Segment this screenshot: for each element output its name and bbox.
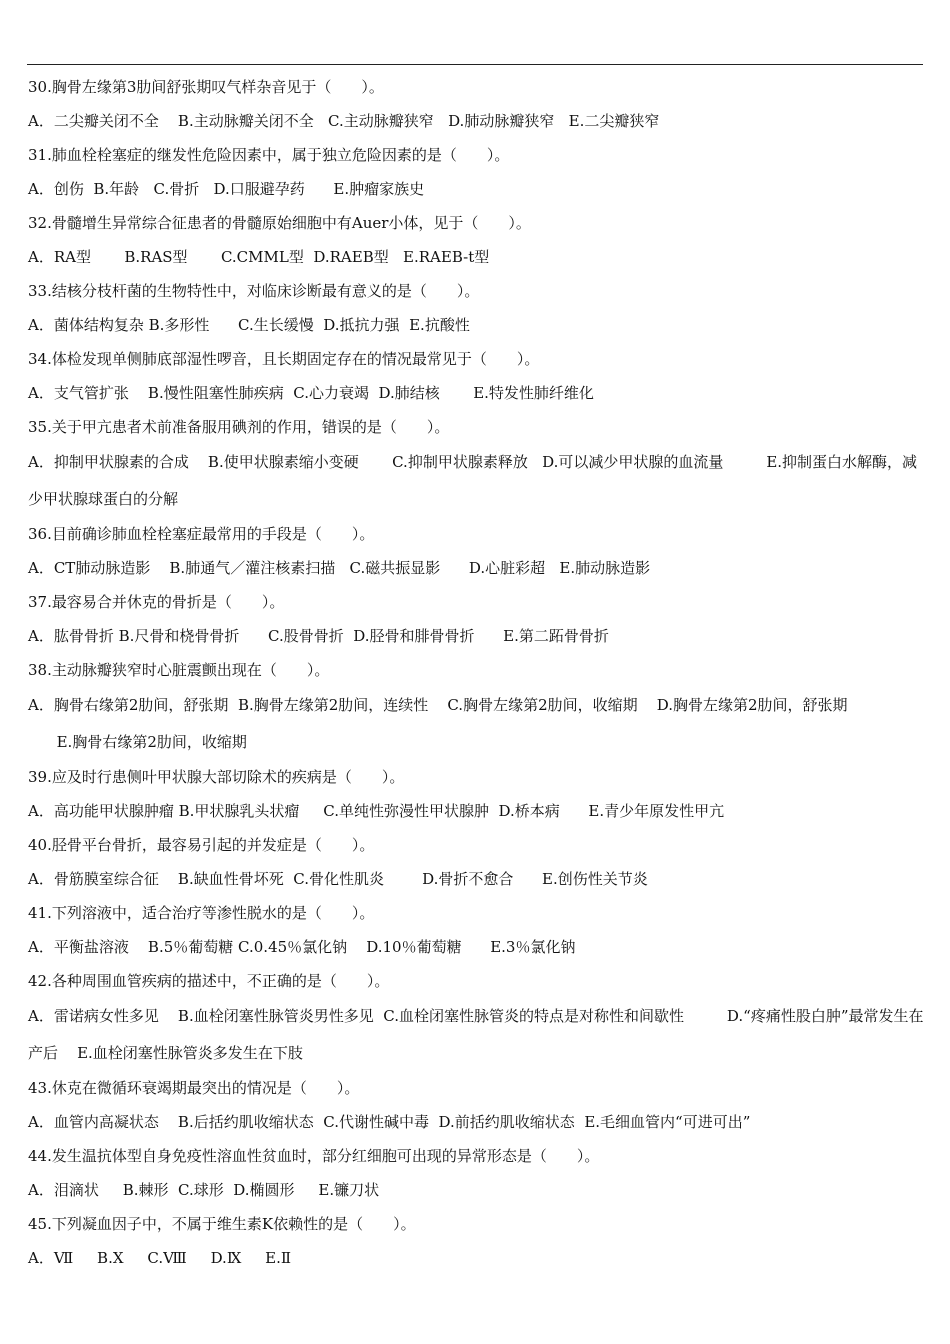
question-stem: 40.胫骨平台骨折，最容易引起的并发症是（ ）。 <box>28 836 375 854</box>
question-stem: 44.发生温抗体型自身免疫性溶血性贫血时，部分红细胞可出现的异常形态是（ ）。 <box>28 1147 600 1165</box>
option-d[interactable]: D.可以减少甲状腺的血流量 <box>542 453 724 471</box>
question-stem: 30.胸骨左缘第3肋间舒张期叹气样杂音见于（ ）。 <box>28 78 384 96</box>
option-e[interactable]: E.胸骨右缘第2肋间，收缩期 <box>56 732 247 751</box>
question-stem: 35.关于甲亢患者术前准备服用碘剂的作用，错误的是（ ）。 <box>28 418 450 436</box>
option-row <box>28 551 924 585</box>
option-d[interactable]: D.RAEB型 <box>313 248 389 266</box>
option-b[interactable]: B.主动脉瓣关闭不全 <box>177 112 314 130</box>
option-d[interactable]: D.“疼痛性股白肿”最常发生在产后 <box>28 1007 924 1062</box>
option-e[interactable]: E.特发性肺纤维化 <box>473 384 594 402</box>
option-b[interactable]: B.甲状腺乳头状瘤 <box>178 802 300 820</box>
question-stem: 38.主动脉瓣狭窄时心脏震颤出现在（ ）。 <box>28 661 330 679</box>
option-e[interactable]: E.RAEB-t型 <box>403 248 490 266</box>
option-row <box>28 172 924 206</box>
option-row <box>28 687 924 760</box>
question-stem: 36.目前确诊肺血栓栓塞症最常用的手段是（ ）。 <box>28 525 375 543</box>
question-stem: 32.骨髓增生异常综合征患者的骨髓原始细胞中有Auer小体，见于（ ）。 <box>28 214 531 232</box>
option-row <box>28 619 924 653</box>
option-a[interactable]: A．二尖瓣关闭不全 <box>28 112 159 130</box>
question-stem: 41.下列溶液中，适合治疗等渗性脱水的是（ ）。 <box>28 904 375 922</box>
option-d[interactable]: D.10％葡萄糖 <box>366 938 462 956</box>
option-c[interactable]: C.胸骨左缘第2肋间，收缩期 <box>447 696 638 714</box>
option-row <box>28 104 924 138</box>
option-a[interactable]: A．抑制甲状腺素的合成 <box>28 453 189 471</box>
option-d[interactable]: D.口服避孕药 <box>213 180 305 198</box>
option-c[interactable]: C.股骨骨折 <box>268 627 344 645</box>
option-e[interactable]: E.镰刀状 <box>318 1181 380 1199</box>
option-a[interactable]: A．胸骨右缘第2肋间，舒张期 <box>28 696 229 714</box>
option-d[interactable]: D.骨折不愈合 <box>422 870 514 888</box>
option-d[interactable]: D.抵抗力强 <box>323 316 400 334</box>
option-row <box>28 998 924 1071</box>
option-a[interactable]: A．创伤 <box>28 180 84 198</box>
option-row <box>28 1105 924 1139</box>
question-stem: 45.下列凝血因子中，不属于维生素K依赖性的是（ ）。 <box>28 1215 416 1233</box>
option-row <box>28 930 924 964</box>
question-stem: 43.休克在微循环衰竭期最突出的情况是（ ）。 <box>28 1079 360 1097</box>
option-e[interactable]: E.肿瘤家族史 <box>333 180 425 198</box>
option-a[interactable]: A．平衡盐溶液 <box>28 938 129 956</box>
header-rule <box>27 64 923 65</box>
option-a[interactable]: A．Ⅶ <box>28 1249 74 1267</box>
option-e[interactable]: E.毛细血管内“可进可出” <box>584 1113 751 1131</box>
question-stem: 42.各种周围血管疾病的描述中，不正确的是（ ）。 <box>28 972 390 990</box>
option-d[interactable]: D.Ⅸ <box>210 1249 242 1267</box>
question-stem: 33.结核分枝杆菌的生物特性中，对临床诊断最有意义的是（ ）。 <box>28 282 480 300</box>
option-c[interactable]: C.心力衰竭 <box>293 384 369 402</box>
option-c[interactable]: C.骨化性肌炎 <box>293 870 384 888</box>
option-b[interactable]: B.Ⅹ <box>97 1249 124 1267</box>
option-e[interactable]: E.二尖瓣狭窄 <box>568 112 660 130</box>
option-a[interactable]: A．肱骨骨折 <box>28 627 114 645</box>
option-e[interactable]: E.创伤性关节炎 <box>542 870 648 888</box>
option-a[interactable]: A．骨筋膜室综合征 <box>28 870 159 888</box>
option-a[interactable]: A．血管内高凝状态 <box>28 1113 159 1131</box>
option-e[interactable]: E.肺动脉造影 <box>559 559 651 577</box>
option-e[interactable]: E.抑制蛋白水解酶，减少甲状腺球蛋白的分解 <box>28 453 918 508</box>
option-row <box>28 862 924 896</box>
option-e[interactable]: E.3％氯化钠 <box>490 938 576 956</box>
option-c[interactable]: C.球形 <box>178 1181 224 1199</box>
option-b[interactable]: B.尺骨和桡骨骨折 <box>118 627 240 645</box>
option-a[interactable]: A．高功能甲状腺肿瘤 <box>28 802 174 820</box>
question-stem: 37.最容易合并休克的骨折是（ ）。 <box>28 593 285 611</box>
option-c[interactable]: C.磁共振显影 <box>349 559 441 577</box>
option-d[interactable]: D.前括约肌收缩状态 <box>438 1113 575 1131</box>
option-b[interactable]: B.胸骨左缘第2肋间，连续性 <box>237 696 429 714</box>
option-a[interactable]: A．支气管扩张 <box>28 384 129 402</box>
option-c[interactable]: C.CMML型 <box>220 248 304 266</box>
option-c[interactable]: C.0.45％氯化钠 <box>238 938 348 956</box>
option-b[interactable]: B.肺通气／灌注核素扫描 <box>169 559 336 577</box>
question-stem: 39.应及时行患侧叶甲状腺大部切除术的疾病是（ ）。 <box>28 768 405 786</box>
question-stem: 34.体检发现单侧肺底部湿性啰音，且长期固定存在的情况最常见于（ ）。 <box>28 350 540 368</box>
option-c[interactable]: C.Ⅷ <box>147 1249 187 1267</box>
option-c[interactable]: C.代谢性碱中毒 <box>323 1113 429 1131</box>
option-d[interactable]: D.桥本病 <box>498 802 560 820</box>
option-b[interactable]: B.年龄 <box>93 180 140 198</box>
option-row <box>28 240 924 274</box>
option-e[interactable]: E.血栓闭塞性脉管炎多发生在下肢 <box>77 1043 303 1062</box>
option-a[interactable]: A．菌体结构复杂 <box>28 316 144 334</box>
option-row <box>28 308 924 342</box>
option-b[interactable]: B.血栓闭塞性脉管炎男性多见 <box>177 1007 374 1025</box>
option-row <box>28 794 924 828</box>
option-row <box>28 1241 924 1275</box>
option-b[interactable]: B.缺血性骨坏死 <box>177 870 284 888</box>
option-c[interactable]: C.骨折 <box>153 180 200 198</box>
option-b[interactable]: B.多形性 <box>148 316 210 334</box>
option-row <box>28 444 924 517</box>
option-d[interactable]: D.胸骨左缘第2肋间，舒张期 <box>656 696 848 714</box>
option-b[interactable]: B.棘形 <box>122 1181 169 1199</box>
option-row <box>28 1173 924 1207</box>
option-d[interactable]: D.心脏彩超 <box>468 559 546 577</box>
option-d[interactable]: D.肺结核 <box>378 384 440 402</box>
option-c[interactable]: C.血栓闭塞性脉管炎的特点是对称性和间歇性 <box>383 1007 684 1025</box>
option-b[interactable]: B.慢性阻塞性肺疾病 <box>147 384 284 402</box>
question-stem: 31.肺血栓栓塞症的继发性危险因素中，属于独立危险因素的是（ ）。 <box>28 146 510 164</box>
option-d[interactable]: D.椭圆形 <box>233 1181 295 1199</box>
option-c[interactable]: C.生长缓慢 <box>238 316 314 334</box>
option-d[interactable]: D.肺动脉瓣狭窄 <box>448 112 555 130</box>
option-e[interactable]: E.Ⅱ <box>265 1249 292 1267</box>
option-c[interactable]: C.单纯性弥漫性甲状腺肿 <box>323 802 489 820</box>
question-list <box>28 70 924 1275</box>
option-a[interactable]: A．雷诺病女性多见 <box>28 1007 159 1025</box>
option-a[interactable]: A．RA型 <box>28 248 91 266</box>
option-d[interactable]: D.胫骨和腓骨骨折 <box>353 627 475 645</box>
option-e[interactable]: E.青少年原发性甲亢 <box>588 802 725 820</box>
option-row <box>28 376 924 410</box>
option-b[interactable]: B.使甲状腺素缩小变硬 <box>207 453 359 471</box>
option-b[interactable]: B.5％葡萄糖 <box>147 938 234 956</box>
option-a[interactable]: A．CT肺动脉造影 <box>28 559 151 577</box>
option-c[interactable]: C.主动脉瓣狭窄 <box>328 112 434 130</box>
option-c[interactable]: C.抑制甲状腺素释放 <box>392 453 528 471</box>
option-a[interactable]: A．泪滴状 <box>28 1181 99 1199</box>
option-b[interactable]: B.RAS型 <box>124 248 188 266</box>
option-b[interactable]: B.后括约肌收缩状态 <box>177 1113 314 1131</box>
option-e[interactable]: E.抗酸性 <box>409 316 470 334</box>
option-e[interactable]: E.第二跖骨骨折 <box>503 627 609 645</box>
